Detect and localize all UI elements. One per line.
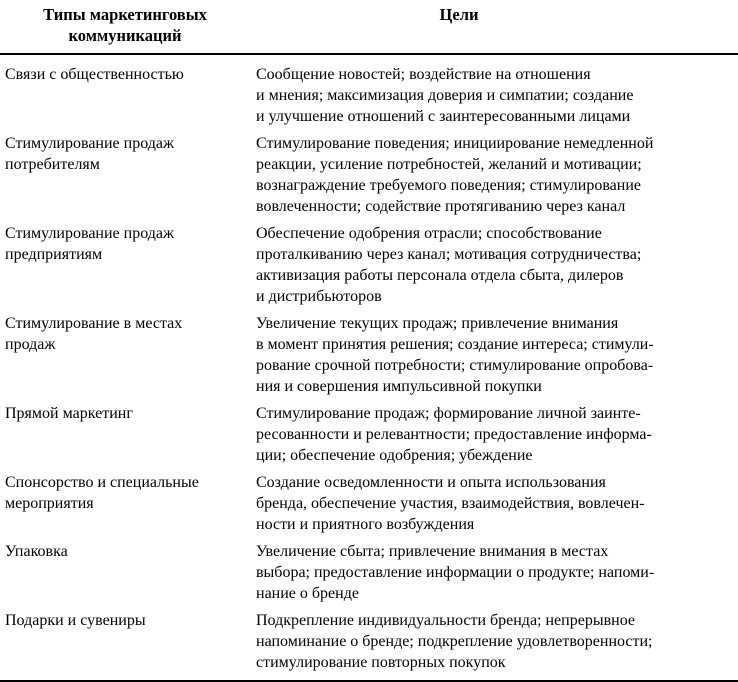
text-line: Стимулирование продаж (5, 135, 175, 152)
text-line: Прямой маркетинг (5, 405, 133, 422)
text-line: Создание осведомленности и опыта использования (256, 474, 606, 491)
text-line: в момент принятия решения; создание интереса; стимули- (256, 336, 654, 353)
cell-goals (256, 610, 738, 673)
column-header-communication-types (0, 4, 250, 46)
table-body (0, 55, 738, 673)
text-line: Подарки и сувениры (5, 612, 146, 629)
cell-communication-type (0, 610, 256, 631)
text-line: нание о бренде (256, 585, 359, 602)
table-row (0, 403, 738, 466)
table-row (0, 610, 738, 673)
cell-goals (256, 223, 738, 307)
cell-goals (256, 403, 738, 466)
cell-goals (256, 541, 738, 604)
text-line: потребителям (5, 156, 100, 173)
text-line: выбора; предоставление информации о продукте; напоми- (256, 564, 655, 581)
table-row (0, 313, 738, 397)
text-line: проталкиванию через канал; мотивация сотрудничества; (256, 246, 642, 263)
text-line: вовлеченности; содействие протягиванию через канал (256, 198, 626, 215)
table-row (0, 472, 738, 535)
text-line: стимулирование повторных покупок (256, 654, 506, 671)
text-line: Обеспечение одобрения отрасли; способствование (256, 225, 602, 242)
text-line: и мнения; максимизация доверия и симпатии; создание (256, 87, 634, 104)
text-line: ресованности и релевантности; предоставление информа- (256, 426, 652, 443)
text-line: Стимулирование продаж (5, 225, 175, 242)
text-line: мероприятия (5, 495, 94, 512)
cell-goals (256, 472, 738, 535)
text-line: Сообщение новостей; воздействие на отношения (256, 66, 591, 83)
text-line: реакции, усиление потребностей, желаний и мотивации; (256, 156, 642, 173)
text-line: ности и приятного возбуждения (256, 516, 475, 533)
text-line: Упаковка (5, 543, 68, 560)
text-line: Стимулирование в местах (5, 315, 183, 332)
cell-communication-type (0, 403, 256, 424)
text-line: Подкрепление индивидуальности бренда; непрерывное (256, 612, 635, 629)
text-line: и дистрибьюторов (256, 288, 382, 305)
table-row (0, 223, 738, 307)
text-line: Стимулирование продаж; формирование личной заинте- (256, 405, 641, 422)
text-line: Увеличение сбыта; привлечение внимания в местах (256, 543, 609, 560)
text-line: активизация работы персонала отдела сбыта, дилеров (256, 267, 624, 284)
cell-communication-type (0, 223, 256, 265)
text-line: Связи с общественностью (5, 66, 184, 83)
table-row (0, 64, 738, 127)
cell-goals (256, 133, 738, 217)
cell-goals (256, 64, 738, 127)
table-header-row (0, 0, 738, 46)
text-line: Спонсорство и специальные (5, 474, 199, 491)
cell-communication-type (0, 133, 256, 175)
text-line: Стимулирование поведения; инициирование немедленной (256, 135, 654, 152)
table-row (0, 541, 738, 604)
cell-communication-type (0, 472, 256, 514)
text-line: ния и совершения импульсивной покупки (256, 378, 542, 395)
text-line: Увеличение текущих продаж; привлечение внимания (256, 315, 619, 332)
cell-goals (256, 313, 738, 397)
text-line: вознаграждение требуемого поведения; стимулирование (256, 177, 641, 194)
text-line: бренда, обеспечение участия, взаимодействия, вовлечен- (256, 495, 645, 512)
table-row (0, 133, 738, 217)
text-line: продаж (5, 336, 56, 353)
cell-communication-type (0, 541, 256, 562)
cell-communication-type (0, 313, 256, 355)
text-line: и улучшение отношений с заинтересованными лицами (256, 108, 631, 125)
text-line: напоминание о бренде; подкрепление удовлетворенности; (256, 633, 653, 650)
text-line: рование срочной потребности; стимулирование опробова- (256, 357, 654, 374)
column-header-line-1: Типы маркетинговых (43, 5, 207, 24)
cell-communication-type (0, 64, 256, 85)
text-line: ции; обеспечение одобрения; убеждение (256, 447, 533, 464)
column-header-goals: Цели (439, 5, 479, 24)
text-line: предприятиям (5, 246, 103, 263)
column-header-line-2: коммуникаций (68, 26, 182, 45)
